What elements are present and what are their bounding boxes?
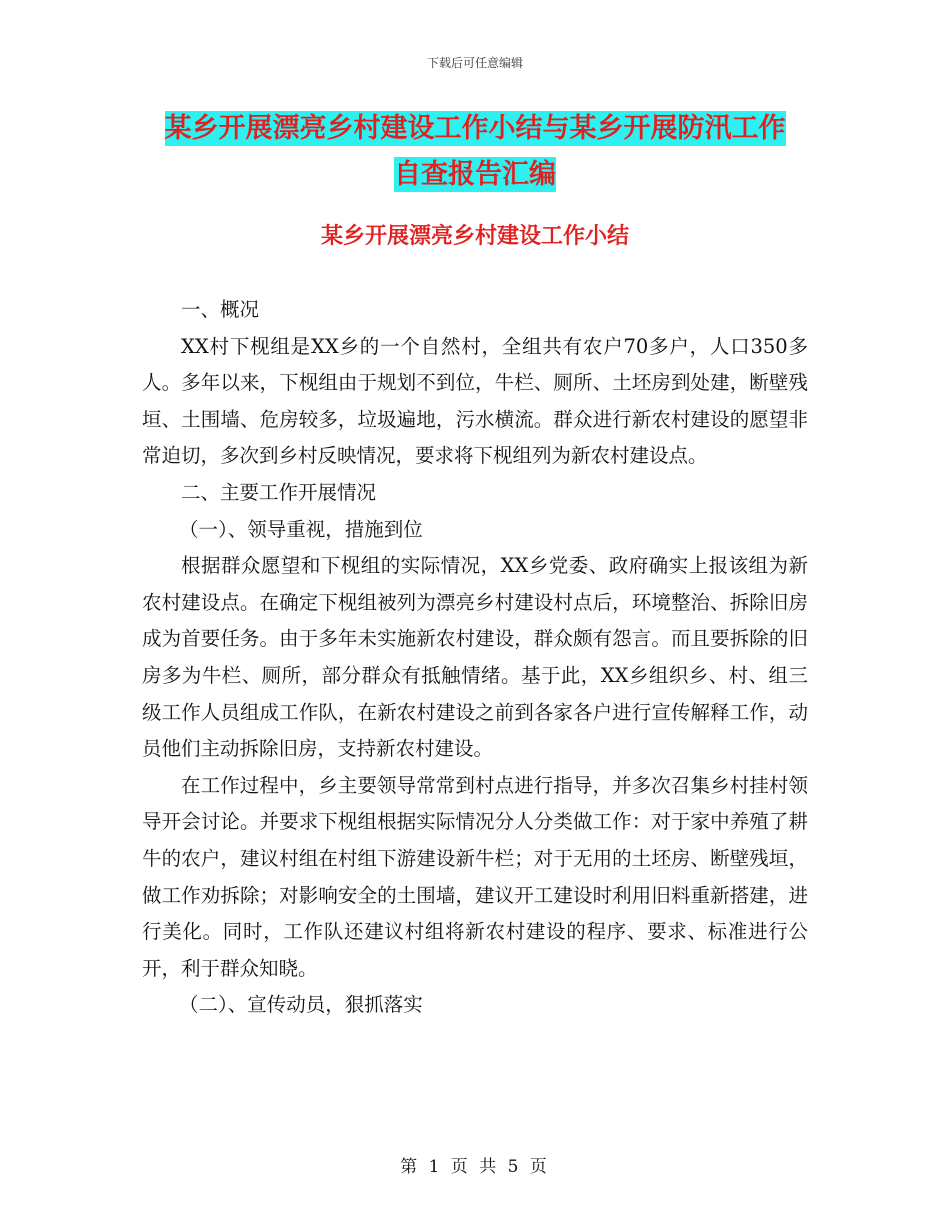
document-title [100, 106, 850, 198]
page-footer: 第 1 页 共 5 页 [400, 1157, 550, 1177]
subheading-leadership: （一）、领导重视，措施到位 [179, 517, 423, 541]
document-title-line2: 自查报告汇编 [394, 159, 556, 190]
section-title: 某乡开展漂亮乡村建设工作小结 [320, 224, 629, 249]
heading-overview: 一、概况 [181, 298, 260, 321]
document-body [142, 292, 808, 1024]
paragraph-work-process: 在工作过程中，乡主要领导常常到村点进行指导，并多次召集乡村挂村领导开会讨论。并要求下枧组根据实际情况分人分类做工作：对于家中养殖了耕牛的农户，建议村组在村组下游建设新牛栏；对于无用的土坯房、断壁残垣，做工作劝拆除；对影响安全的土围墙，建议开工建设时利用旧料重新搭建，进行美化。同时，工作队还建议村组将新农村建设的程序、要求、标准进行公开，利于群众知晓。 [142, 773, 808, 980]
header-note: 下载后可任意编辑 [426, 56, 523, 70]
heading-main-work: 二、主要工作开展情况 [181, 480, 377, 504]
subheading-publicity: （二）、宣传动员，狠抓落实 [179, 993, 423, 1017]
document-title-line1: 某乡开展漂亮乡村建设工作小结与某乡开展防汛工作 [164, 113, 786, 144]
paragraph-overview: XX村下枧组是XX乡的一个自然村，全组共有农户70多户，人口350多人。多年以来，下枧组由于规划不到位，牛栏、厕所、土坯房到处建，断壁残垣、土围墙、危房较多，垃圾遍地，污水横流。群众进行新农村建设的愿望非常迫切，多次到乡村反映情况，要求将下枧组列为新农村建设点。 [142, 334, 808, 468]
paragraph-leadership: 根据群众愿望和下枧组的实际情况，XX乡党委、政府确实上报该组为新农村建设点。在确定下枧组被列为漂亮乡村建设村点后，环境整治、拆除旧房成为首要任务。由于多年未实施新农村建设，群众颇有怨言。而且要拆除的旧房多为牛栏、厕所，部分群众有抵触情绪。基于此，XX乡组织乡、村、组三级工作人员组成工作队，在新农村建设之前到各家各户进行宣传解释工作，动员他们主动拆除旧房，支持新农村建设。 [142, 554, 808, 761]
